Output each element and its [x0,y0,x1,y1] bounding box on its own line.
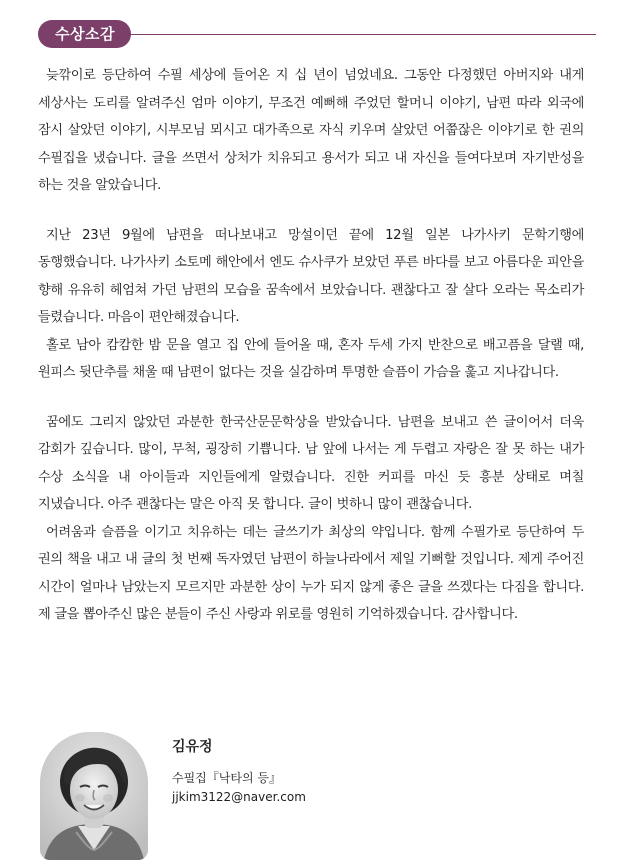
author-portrait [40,732,148,860]
author-name: 김유정 [172,739,213,755]
section-header [38,20,596,48]
author-book: 수필집『낙타의 등』 [172,771,281,785]
essay-body [38,62,584,629]
paragraph-gap [38,200,584,222]
essay-paragraph-3: 홀로 남아 캄캄한 밤 문을 열고 집 안에 들어올 때, 혼자 두세 가지 반찬으로 배고픔을 달랠 때, 원피스 뒷단추를 채울 때 남편이 없다는 것을 실감하며 투명한 슬픔이 가슴을 훑고 지나갑니다. [38,337,584,380]
author-info [172,736,306,807]
essay-paragraph-2: 지난 23년 9월에 남편을 떠나보내고 망설이던 끝에 12월 일본 나가사키 문학기행에 동행했습니다. 나가사키 소토메 해안에서 엔도 슈사쿠가 보았던 푸른 바다를 보고 아름다운 피안을 향해 유유히 헤엄쳐 가던 남편의 모습을 꿈속에서 보았습니다. 괜찮다고 잘 살다 오라는 목소리가 들렸습니다. 마음이 편안해졌습니다. [38,227,584,325]
essay-paragraph-4: 꿈에도 그리지 않았던 과분한 한국산문문학상을 받았습니다. 남편을 보내고 쓴 글이어서 더욱 감회가 깊습니다. 많이, 무척, 굉장히 기쁩니다. 남 앞에 나서는 게 두렵고 자랑은 잘 못 하는 내가 수상 소식을 내 아이들과 지인들에게 알렸습니다. 진한 커피를 마신 듯 흥분 상태로 며칠 지냈습니다. 아주 괜찮다는 말은 아직 못 합니다. 글이 벗하니 많이 괜찮습니다. [38,414,584,512]
author-email[interactable]: jjkim3122@naver.com [172,790,306,804]
header-divider [128,34,596,35]
essay-paragraph-1: 늦깎이로 등단하여 수필 세상에 들어온 지 십 년이 넘었네요. 그동안 다정했던 아버지와 내게 세상사는 도리를 알려주신 엄마 이야기, 무조건 예뻐해 주었던 할머니 이야기, 남편 따라 외국에 잠시 살았던 이야기, 시부모님 뫼시고 대가족으로 자식 키우며 살았던 어쭙잖은 이야기로 한 권의 수필집을 냈습니다. 글을 쓰면서 상처가 치유되고 용서가 되고 내 자신을 들여다보며 자기반성을 하는 것을 알았습니다. [38,68,584,193]
paragraph-gap [38,387,584,409]
section-title: 수상소감 [38,20,131,48]
portrait-image [40,732,148,860]
essay-paragraph-5: 어려움과 슬픔을 이기고 치유하는 데는 글쓰기가 최상의 약입니다. 함께 수필가로 등단하여 두 권의 책을 내고 내 글의 첫 번째 독자였던 남편이 하늘나라에서 제일 기뻐할 것입니다. 제게 주어진 시간이 얼마나 남았는지 모르지만 과분한 상이 누가 되지 않게 좋은 글을 쓰겠다는 다짐을 합니다. 제 글을 뽑아주신 많은 분들이 주신 사랑과 위로를 영원히 기억하겠습니다. 감사합니다. [38,524,584,622]
